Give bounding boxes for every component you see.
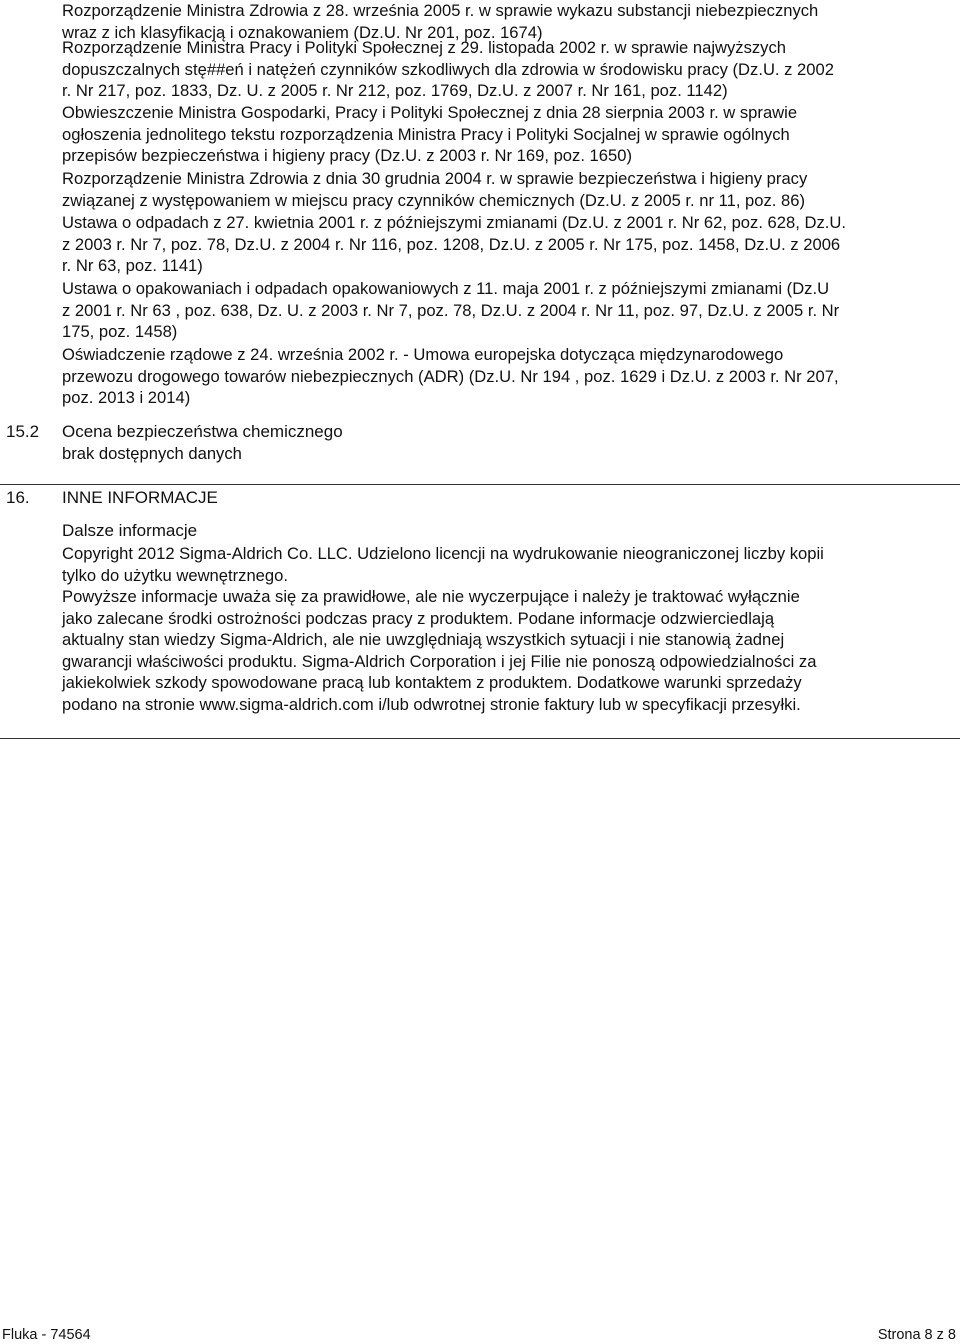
text-line: z 2003 r. Nr 7, poz. 78, Dz.U. z 2004 r. Nr 116, poz. 1208, Dz.U. z 2005 r. Nr 175, poz. 1458, Dz.U. z 2006 [62,234,841,254]
text-line: przewozu drogowego towarów niebezpiecznych (ADR) (Dz.U. Nr 194 , poz. 1629 i Dz.U. z 2003 r. Nr 207, [62,366,839,386]
regulation-item [62,278,942,343]
text-line: wraz z ich klasyfikacją i oznakowaniem (Dz.U. Nr 201, poz. 1674) [62,22,543,42]
section-number: 15.2 [6,422,40,441]
text-line: Rozporządzenie Ministra Zdrowia z 28. września 2005 r. w sprawie wykazu substancji niebezpiecznych [62,1,819,20]
regulation-item [62,37,942,102]
copyright-paragraph [62,543,942,586]
footer-product-code: Fluka - 74564 [2,1327,91,1343]
section-title: INNE INFORMACJE [62,488,218,507]
text-line: Ustawa o odpadach z 27. kwietnia 2001 r. z późniejszymi zmianami (Dz.U. z 2001 r. Nr 62, poz. 628, Dz.U. [62,213,846,232]
footer-page-number: Strona 8 z 8 [877,1327,956,1343]
section-divider [0,484,960,485]
section-number: 16. [6,488,30,507]
section-divider [0,738,960,739]
text-line: 175, poz. 1458) [62,322,178,342]
regulation-item [62,344,942,409]
text-line: gwarancji właściwości produktu. Sigma-Aldrich Corporation i jej Filie nie ponoszą odpowiedzialności za [62,651,817,671]
text-line: podano na stronie www.sigma-aldrich.com i/lub odwrotnej stronie faktury lub w specyfikacji przesyłki. [62,694,801,714]
text-line: jakiekolwiek szkody spowodowane pracą lub kontaktem z produktem. Dodatkowe warunki sprzedaży [62,673,802,693]
text-line: Oświadczenie rządowe z 24. września 2002 r. - Umowa europejska dotycząca międzynarodowego [62,345,784,364]
text-line: r. Nr 217, poz. 1833, Dz. U. z 2005 r. Nr 212, poz. 1769, Dz.U. z 2007 r. Nr 161, poz. 1142) [62,81,728,101]
text-line: dopuszczalnych stę##eń i natężeń czynników szkodliwych dla zdrowia w środowisku pracy (Dz.U. z 2002 [62,59,834,79]
text-line: brak dostępnych danych [62,444,242,463]
text-line: r. Nr 63, poz. 1141) [62,256,203,276]
regulation-item [62,212,942,277]
text-line: tylko do użytku wewnętrznego. [62,565,288,585]
subsection-title: Dalsze informacje [62,521,198,540]
section-body [62,443,942,465]
disclaimer-paragraph [62,586,942,716]
text-line: Rozporządzenie Ministra Pracy i Polityki Społecznej z 29. listopada 2002 r. w sprawie najwyższych [62,38,786,57]
text-line: przepisów bezpieczeństwa i higieny pracy (Dz.U. z 2003 r. Nr 169, poz. 1650) [62,146,632,166]
text-line: Powyższe informacje uważa się za prawidłowe, ale nie wyczerpujące i należy je traktować wyłącznie [62,587,800,606]
text-line: aktualny stan wiedzy Sigma-Aldrich, ale nie uwzględniają wszystkich sytuacji i nie stanowią żadnej [62,630,785,650]
text-line: Ustawa o opakowaniach i odpadach opakowaniowych z 11. maja 2001 r. z późniejszymi zmianami (Dz.U [62,279,830,298]
text-line: Copyright 2012 Sigma-Aldrich Co. LLC. Udzielono licencji na wydrukowanie nieograniczonej liczby kopii [62,544,824,563]
text-line: ogłoszenia jednolitego tekstu rozporządzenia Ministra Pracy i Polityki Socjalnej w sprawie ogólnych [62,124,790,144]
regulation-item [62,102,942,167]
text-line: Obwieszczenie Ministra Gospodarki, Pracy i Polityki Społecznej z dnia 28 sierpnia 2003 r. w sprawie [62,103,798,122]
text-line: Rozporządzenie Ministra Zdrowia z dnia 30 grudnia 2004 r. w sprawie bezpieczeństwa i higieny pracy [62,169,808,188]
text-line: z 2001 r. Nr 63 , poz. 638, Dz. U. z 2003 r. Nr 7, poz. 78, Dz.U. z 2004 r. Nr 11, poz. 97, Dz.U. z 2005 r. Nr [62,300,840,320]
text-line: poz. 2013 i 2014) [62,388,191,408]
text-line: związanej z występowaniem w miejscu pracy czynników chemicznych (Dz.U. z 2005 r. nr 11, poz. 86) [62,190,806,210]
section-title: Ocena bezpieczeństwa chemicznego [62,422,343,441]
regulation-item [62,168,942,211]
text-line: jako zalecane środki ostrożności podczas pracy z produktem. Podane informacje odzwierciedlają [62,608,775,628]
